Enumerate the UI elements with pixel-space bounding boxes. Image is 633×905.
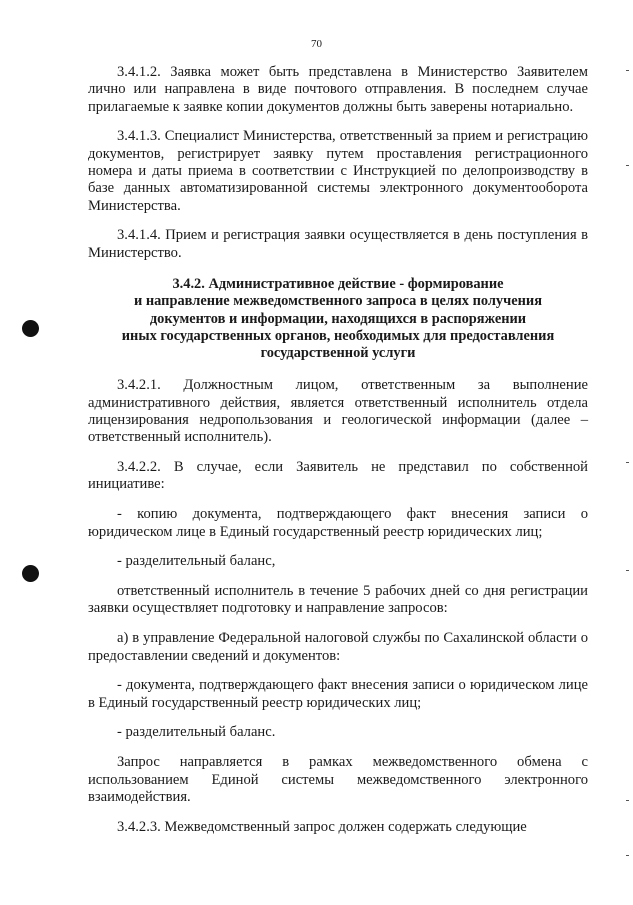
paragraph-executor-deadline: ответственный исполнитель в течение 5 рабочих дней со дня регистрации заявки осуществляет подготовку и направление запросов: xyxy=(88,583,588,617)
heading-line: иных государственных органов, необходимых для предоставления xyxy=(121,327,555,344)
edge-mark xyxy=(626,70,629,71)
edge-mark xyxy=(626,165,629,166)
heading-line: документов и информации, находящихся в распоряжении xyxy=(149,310,527,327)
heading-line: и направление межведомственного запроса в целях получения xyxy=(133,293,543,310)
list-item-copy-document: - копию документа, подтверждающего факт внесения записи о юридическом лице в Единый государственный реестр юридических лиц; xyxy=(88,506,588,540)
punch-hole-top xyxy=(22,320,39,337)
edge-mark xyxy=(626,800,629,801)
list-item-balance: - разделительный баланс, xyxy=(117,553,276,570)
paragraph-request-channel: Запрос направляется в рамках межведомственного обмена с использованием Единой системы межведомственного электронного взаимодействия. xyxy=(88,754,588,805)
heading-line: государственной услуги xyxy=(260,345,416,362)
document-body xyxy=(88,64,588,848)
page-number: 70 xyxy=(311,38,322,50)
paragraph-3-4-1-4: 3.4.1.4. Прием и регистрация заявки осуществляется в день поступления в Министерство. xyxy=(88,227,588,261)
paragraph-3-4-2-3: 3.4.2.3. Межведомственный запрос должен содержать следующие xyxy=(117,818,527,835)
paragraph-3-4-2-2: 3.4.2.2. В случае, если Заявитель не представил по собственной инициативе: xyxy=(88,459,588,493)
paragraph-3-4-2-1: 3.4.2.1. Должностным лицом, ответственным за выполнение административного действия, является ответственный исполнитель отдела лицензирования недропользования и геологической информации (далее – ответственный исполнитель). xyxy=(88,377,588,446)
paragraph-tax-service: а) в управление Федеральной налоговой службы по Сахалинской области о предоставлении сведений и документов: xyxy=(88,630,588,664)
edge-mark xyxy=(626,570,629,571)
paragraph-3-4-1-3: 3.4.1.3. Специалист Министерства, ответственный за прием и регистрацию документов, регистрирует заявку путем проставления регистрационного номера и даты приема в соответствии с Инструкцией по делопроизводству в базе данных автоматизированной системы электронного документооборота Министерства. xyxy=(88,128,588,214)
paragraph-3-4-1-2: 3.4.1.2. Заявка может быть представлена в Министерство Заявителем лично или направлена в виде почтового отправления. В последнем случае прилагаемые к заявке копии документов должны быть заверены нотариально. xyxy=(88,64,588,115)
heading-line: 3.4.2. Административное действие - формирование xyxy=(172,275,504,292)
edge-mark xyxy=(626,462,629,463)
list-item-document-registry: - документа, подтверждающего факт внесения записи о юридическом лице в Единый государственный реестр юридических лиц; xyxy=(88,677,588,711)
section-heading-3-4-2 xyxy=(88,276,588,362)
list-item-balance-2: - разделительный баланс. xyxy=(117,724,276,741)
edge-mark xyxy=(626,855,629,856)
punch-hole-bottom xyxy=(22,565,39,582)
